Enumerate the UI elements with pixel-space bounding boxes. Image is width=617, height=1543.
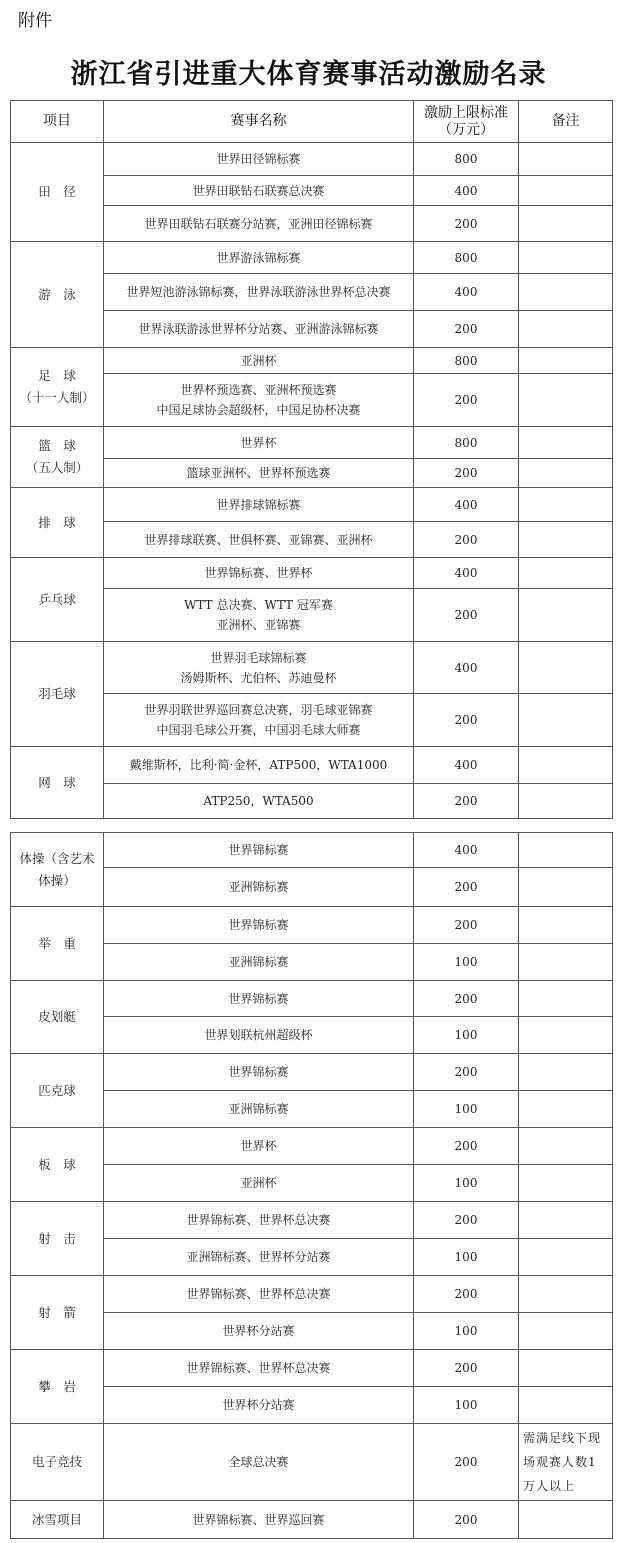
amount-cell: 200: [414, 784, 519, 819]
note-cell: [519, 459, 613, 488]
note-cell: [519, 206, 613, 242]
event-name-cell: 亚洲锦标赛: [104, 868, 414, 907]
event-name-cell: 世界锦标赛、世界杯: [104, 558, 414, 589]
amount-cell: 200: [414, 694, 519, 747]
note-cell: [519, 1054, 613, 1091]
event-name-cell: 亚洲杯: [104, 348, 414, 374]
amount-cell: 400: [414, 833, 519, 868]
note-cell: [519, 427, 613, 459]
note-cell: [519, 348, 613, 374]
event-name-cell: 世界羽毛球锦标赛 汤姆斯杯、尤伯杯、苏迪曼杯: [104, 642, 414, 694]
header-amount: 激励上限标准 （万元）: [414, 101, 519, 143]
note-cell: [519, 1202, 613, 1239]
sport-cell: 乒乓球: [11, 558, 104, 642]
table-row: [11, 143, 613, 176]
event-name-cell: 世界泳联游泳世界杯分站赛、亚洲游泳锦标赛: [104, 311, 414, 348]
amount-cell: 100: [414, 944, 519, 981]
event-name-cell: 世界短池游泳锦标赛，世界泳联游泳世界杯总决赛: [104, 274, 414, 311]
sport-cell: 举 重: [11, 907, 104, 981]
table-row: [11, 1501, 613, 1539]
sport-cell: 体操（含艺术 体操）: [11, 833, 104, 907]
amount-cell: 200: [414, 1276, 519, 1313]
amount-cell: 200: [414, 1424, 519, 1501]
note-cell: [519, 1387, 613, 1424]
incentive-table-part-2: [10, 832, 613, 1539]
table-row: [11, 488, 613, 522]
event-name-cell: 世界锦标赛、世界杯总决赛: [104, 1276, 414, 1313]
note-cell: [519, 488, 613, 522]
amount-cell: 400: [414, 558, 519, 589]
amount-cell: 200: [414, 206, 519, 242]
note-cell: [519, 589, 613, 642]
sport-cell: 电子竞技: [11, 1424, 104, 1501]
header-row: [11, 101, 613, 143]
amount-cell: 200: [414, 374, 519, 427]
note-cell: [519, 907, 613, 944]
amount-cell: 100: [414, 1165, 519, 1202]
event-name-cell: 世界排球锦标赛: [104, 488, 414, 522]
event-name-cell: 世界杯分站赛: [104, 1387, 414, 1424]
table-row: [11, 242, 613, 274]
note-cell: [519, 1239, 613, 1276]
header-event: 赛事名称: [104, 101, 414, 143]
amount-cell: 100: [414, 1313, 519, 1350]
sport-cell: 排 球: [11, 488, 104, 558]
note-cell: [519, 311, 613, 348]
event-name-cell: 亚洲锦标赛: [104, 1091, 414, 1128]
event-name-cell: 世界锦标赛: [104, 1054, 414, 1091]
note-cell: [519, 1128, 613, 1165]
amount-cell: 400: [414, 488, 519, 522]
amount-cell: 200: [414, 1128, 519, 1165]
event-name-cell: WTT 总决赛、WTT 冠军赛 亚洲杯、亚锦赛: [104, 589, 414, 642]
event-name-cell: 世界羽联世界巡回赛总决赛，羽毛球亚锦赛 中国羽毛球公开赛，中国羽毛球大师赛: [104, 694, 414, 747]
amount-cell: 200: [414, 1054, 519, 1091]
sport-cell: 射 箭: [11, 1276, 104, 1350]
note-cell: [519, 694, 613, 747]
amount-cell: 100: [414, 1091, 519, 1128]
amount-cell: 400: [414, 747, 519, 784]
note-cell: [519, 1165, 613, 1202]
event-name-cell: 全球总决赛: [104, 1424, 414, 1501]
note-cell: [519, 642, 613, 694]
header-note: 备注: [519, 101, 613, 143]
amount-cell: 200: [414, 589, 519, 642]
table-row: [11, 1350, 613, 1387]
amount-cell: 800: [414, 348, 519, 374]
note-cell: [519, 374, 613, 427]
note-cell: [519, 868, 613, 907]
event-name-cell: 戴维斯杯，比利·简·金杯，ATP500，WTA1000: [104, 747, 414, 784]
sport-cell: 羽毛球: [11, 642, 104, 747]
event-name-cell: 世界锦标赛、世界巡回赛: [104, 1501, 414, 1539]
table-row: [11, 907, 613, 944]
amount-cell: 800: [414, 242, 519, 274]
sport-cell: 田 径: [11, 143, 104, 242]
note-cell: [519, 176, 613, 206]
table-row: [11, 427, 613, 459]
note-cell: [519, 522, 613, 558]
event-name-cell: 世界田联钻石联赛总决赛: [104, 176, 414, 206]
note-cell: [519, 944, 613, 981]
sport-cell: 射 击: [11, 1202, 104, 1276]
table-row: [11, 642, 613, 694]
amount-cell: 200: [414, 868, 519, 907]
event-name-cell: 亚洲杯: [104, 1165, 414, 1202]
amount-cell: 100: [414, 1017, 519, 1054]
event-name-cell: 世界田径锦标赛: [104, 143, 414, 176]
table-row: [11, 558, 613, 589]
note-cell: [519, 1276, 613, 1313]
table-row: [11, 981, 613, 1017]
amount-cell: 100: [414, 1387, 519, 1424]
table-row: [11, 1424, 613, 1501]
sport-cell: 皮划艇: [11, 981, 104, 1054]
note-cell: [519, 1017, 613, 1054]
sport-cell: 网 球: [11, 747, 104, 819]
amount-cell: 400: [414, 274, 519, 311]
note-cell: [519, 1313, 613, 1350]
note-cell: [519, 558, 613, 589]
amount-cell: 200: [414, 522, 519, 558]
note-cell: 需满足线下现场观赛人数1万人以上: [519, 1424, 613, 1501]
note-cell: [519, 981, 613, 1017]
amount-cell: 800: [414, 427, 519, 459]
amount-cell: 400: [414, 176, 519, 206]
sport-cell: 攀 岩: [11, 1350, 104, 1424]
attachment-label: 附件: [18, 11, 52, 31]
sport-cell: 足 球 （十一人制）: [11, 348, 104, 427]
note-cell: [519, 274, 613, 311]
amount-cell: 200: [414, 981, 519, 1017]
event-name-cell: 世界杯预选赛、亚洲杯预选赛 中国足球协会超级杯，中国足协杯决赛: [104, 374, 414, 427]
note-cell: [519, 747, 613, 784]
table-row: [11, 833, 613, 868]
event-name-cell: 篮球亚洲杯、世界杯预选赛: [104, 459, 414, 488]
amount-cell: 200: [414, 459, 519, 488]
event-name-cell: 亚洲锦标赛、世界杯分站赛: [104, 1239, 414, 1276]
event-name-cell: 世界游泳锦标赛: [104, 242, 414, 274]
sport-cell: 冰雪项目: [11, 1501, 104, 1539]
note-cell: [519, 784, 613, 819]
amount-cell: 200: [414, 907, 519, 944]
sport-cell: 篮 球 （五人制）: [11, 427, 104, 488]
table-row: [11, 1276, 613, 1313]
amount-cell: 800: [414, 143, 519, 176]
amount-cell: 200: [414, 1202, 519, 1239]
event-name-cell: 世界锦标赛: [104, 981, 414, 1017]
table-row: [11, 348, 613, 374]
document-title: 浙江省引进重大体育赛事活动激励名录: [70, 59, 547, 90]
sport-cell: 匹克球: [11, 1054, 104, 1128]
note-cell: [519, 143, 613, 176]
sport-cell: 板 球: [11, 1128, 104, 1202]
amount-cell: 200: [414, 311, 519, 348]
sport-cell: 游 泳: [11, 242, 104, 348]
event-name-cell: 世界锦标赛、世界杯总决赛: [104, 1202, 414, 1239]
event-name-cell: 世界锦标赛: [104, 833, 414, 868]
event-name-cell: 世界锦标赛、世界杯总决赛: [104, 1350, 414, 1387]
event-name-cell: 世界排球联赛、世俱杯赛、亚锦赛、亚洲杯: [104, 522, 414, 558]
note-cell: [519, 242, 613, 274]
table-row: [11, 1054, 613, 1091]
event-name-cell: ATP250，WTA500: [104, 784, 414, 819]
event-name-cell: 世界杯: [104, 427, 414, 459]
header-sport: 项目: [11, 101, 104, 143]
amount-cell: 400: [414, 642, 519, 694]
table-row: [11, 747, 613, 784]
table-row: [11, 1202, 613, 1239]
amount-cell: 100: [414, 1239, 519, 1276]
event-name-cell: 世界划联杭州超级杯: [104, 1017, 414, 1054]
event-name-cell: 世界锦标赛: [104, 907, 414, 944]
event-name-cell: 世界田联钻石联赛分站赛，亚洲田径锦标赛: [104, 206, 414, 242]
note-cell: [519, 1350, 613, 1387]
incentive-table-part-1: [10, 100, 613, 819]
table-row: [11, 1128, 613, 1165]
note-cell: [519, 1091, 613, 1128]
event-name-cell: 世界杯: [104, 1128, 414, 1165]
note-cell: [519, 1501, 613, 1539]
amount-cell: 200: [414, 1350, 519, 1387]
event-name-cell: 世界杯分站赛: [104, 1313, 414, 1350]
amount-cell: 200: [414, 1501, 519, 1539]
note-cell: [519, 833, 613, 868]
event-name-cell: 亚洲锦标赛: [104, 944, 414, 981]
